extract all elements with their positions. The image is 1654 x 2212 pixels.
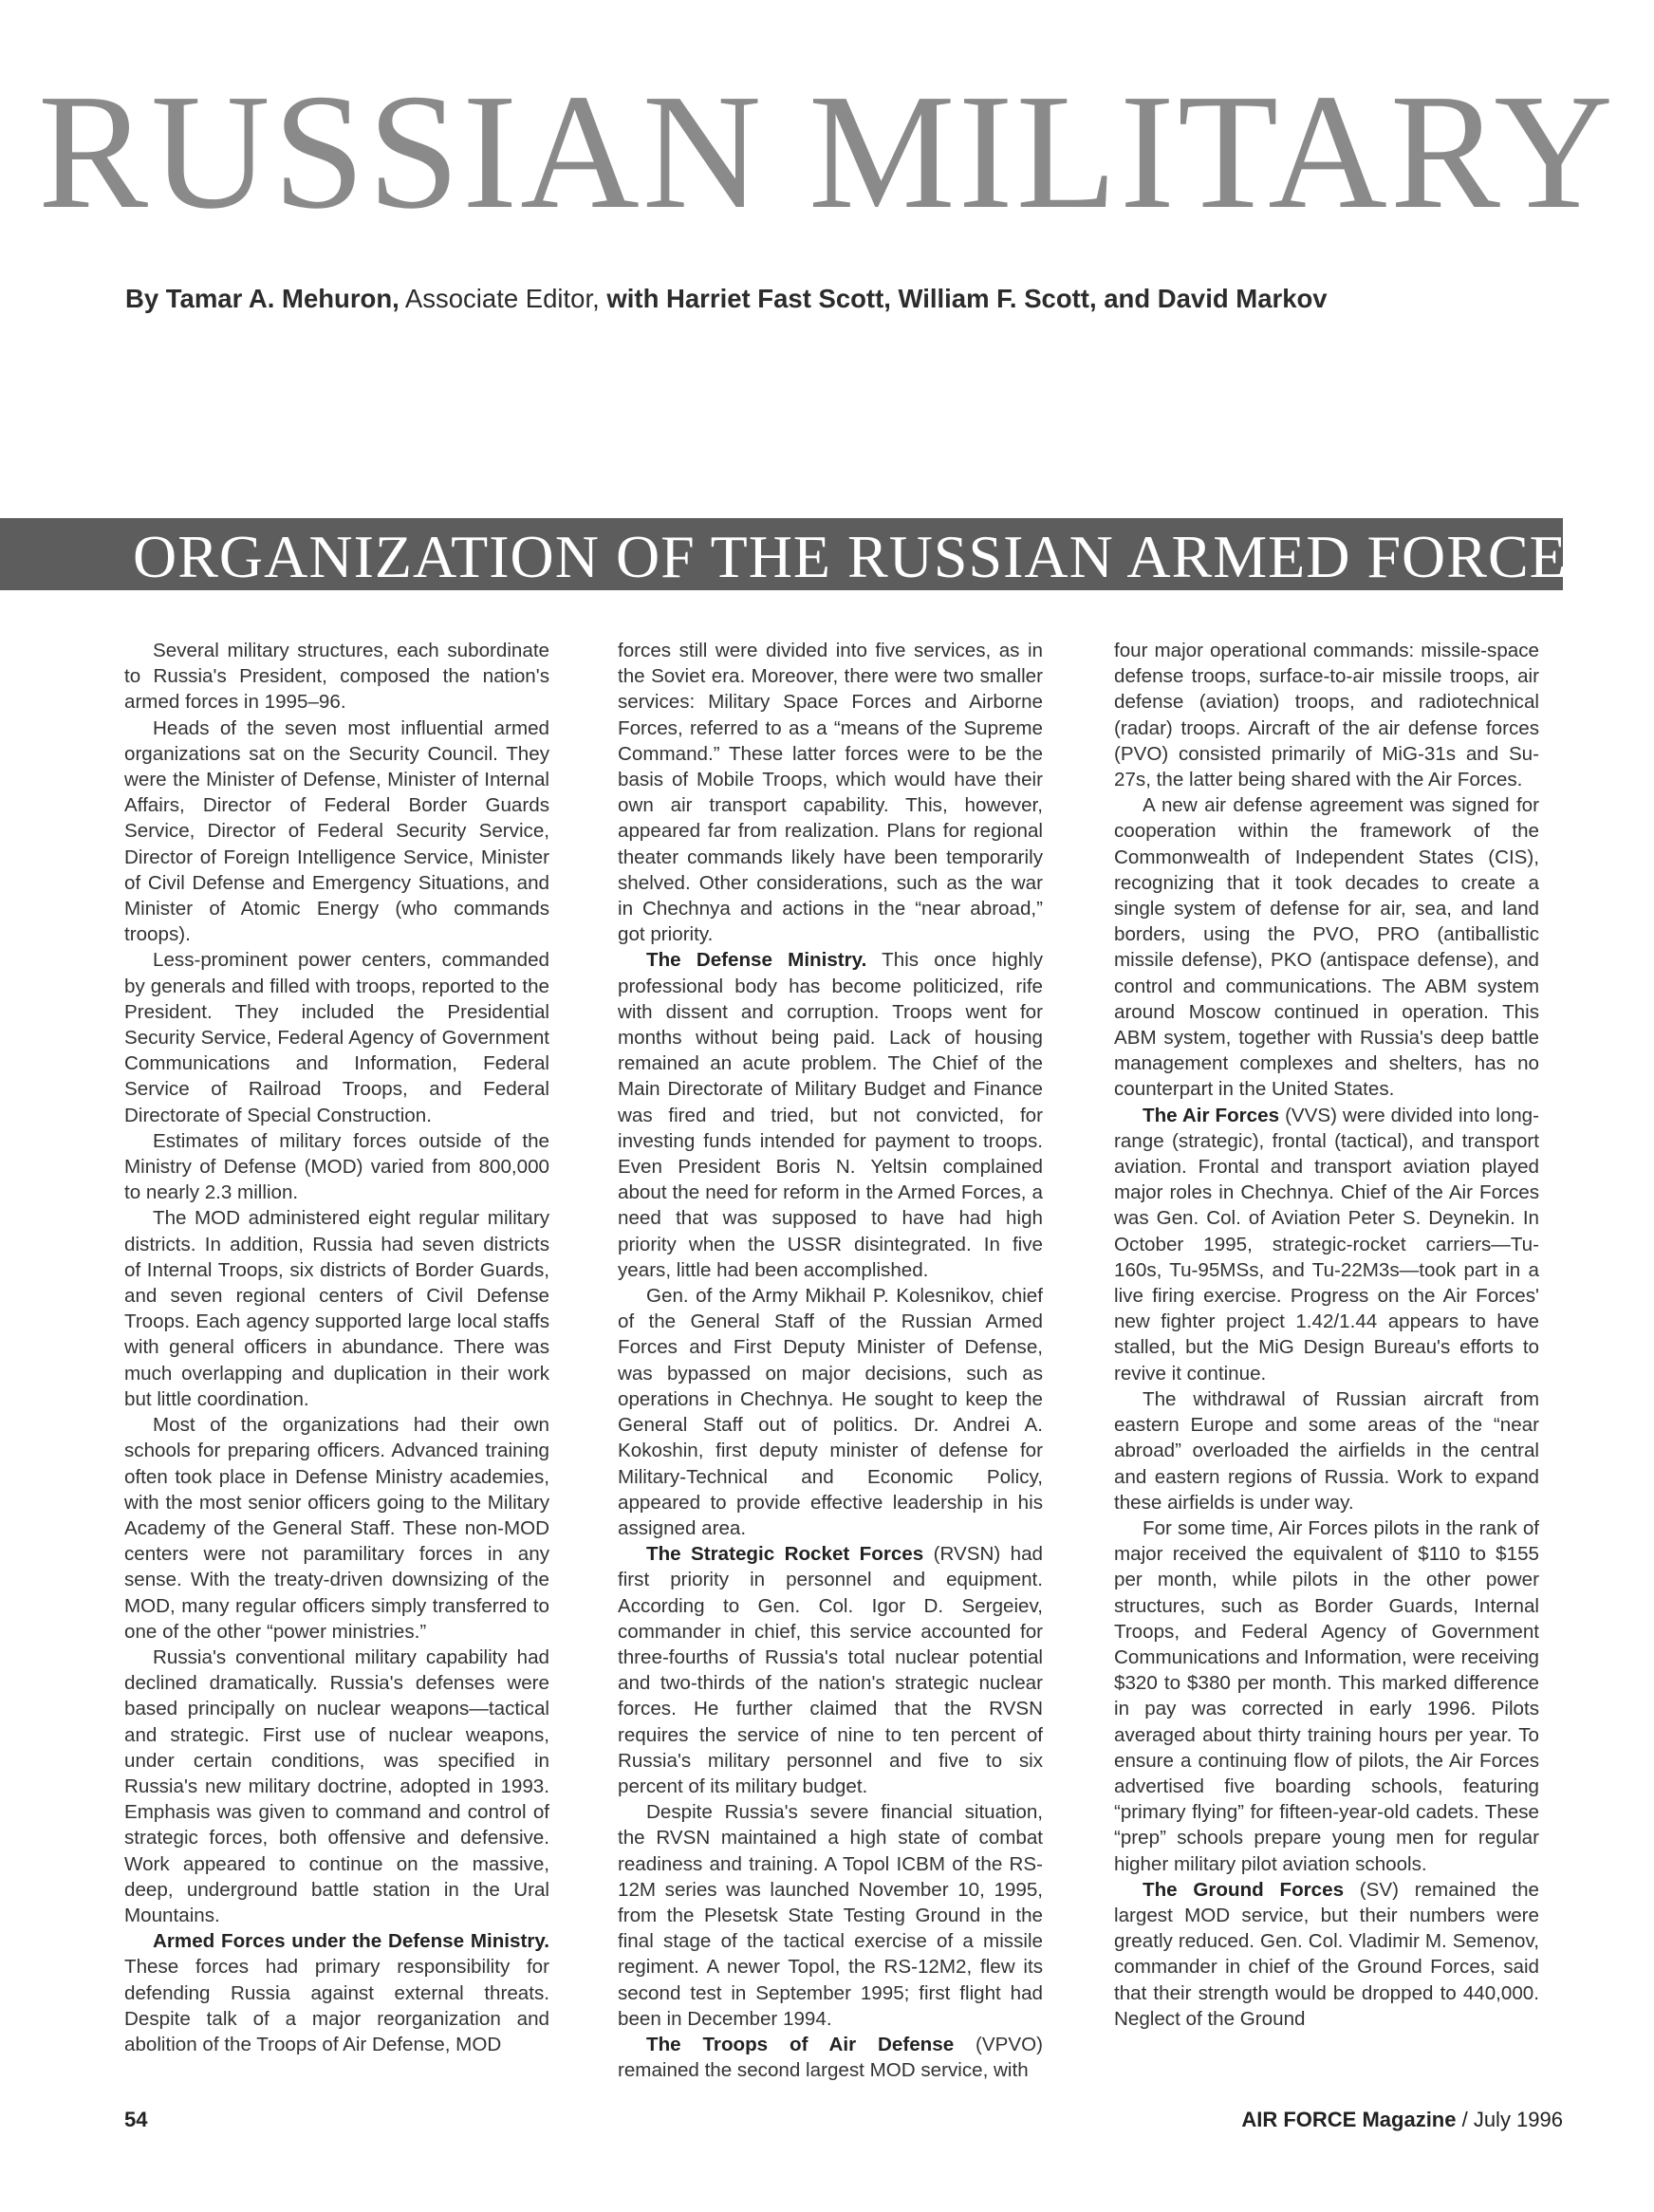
paragraph-lead-in: The Ground Forces <box>1143 1878 1345 1901</box>
paragraph-text: The MOD administered eight regular military districts. In addition, Russia had seven districts of Internal Troops, six districts of Border Guards, and seven regional centers of Civil Defense Troops. Each agency supported large local staffs with general officers in abundance. There was much overlapping and duplication in their work but little coordination. <box>124 1207 549 1410</box>
byline-coauthors: with Harriet Fast Scott, William F. Scott, and David Markov <box>606 284 1328 313</box>
paragraph-text: forces still were divided into five services, as in the Soviet era. Moreover, there were two smaller services: Military Space Forces and Airborne Forces, referred to as a “means of the Supreme Command.” These latter forces were to be the basis of Mobile Troops, which would have their own air transport capability. This, however, appeared far from realization. Plans for regional theater commands likely have been temporarily shelved. Other considerations, such as the war in Chechnya and actions in the “near abroad,” got priority. <box>618 640 1043 946</box>
article-paragraph <box>618 1799 1043 2032</box>
article-paragraph <box>124 1412 549 1645</box>
article-paragraph <box>124 947 549 1127</box>
article-paragraph <box>1114 792 1539 1102</box>
article-paragraph <box>124 1128 549 1206</box>
article-paragraph <box>618 2032 1043 2083</box>
paragraph-text: A new air defense agreement was signed for cooperation within the framework of the Commonwealth of Independent States (CIS), recognizing that it took decades to create a single system of defense for air, sea, and land borders, using the PVO, PRO (antiballistic missile defense), PKO (antispace defense), and control and communications. The ABM system around Moscow continued in operation. This ABM system, together with Russia's deep battle management complexes and shelters, has no counterpart in the United States. <box>1114 794 1539 1101</box>
article-paragraph <box>124 638 549 716</box>
article-paragraph <box>1114 1103 1539 1386</box>
article-paragraph <box>618 1541 1043 1799</box>
paragraph-text: Despite Russia's severe financial situation, the RVSN maintained a high state of combat readiness and training. A Topol ICBM of the RS-12M series was launched November 10, 1995, from the Plesetsk State Testing Ground in the final stage of the tactical exercise of a missile regiment. A newer Topol, the RS-12M2, flew its second test in September 1995; first flight had been in December 1994. <box>618 1801 1043 2030</box>
paragraph-text: (VVS) were divided into long-range (strategic), frontal (tactical), and transport aviation. Frontal and transport aviation played major roles in Chechnya. Chief of the Air Forces was Gen. Col. of Aviation Peter S. Deynekin. In October 1995, strategic-rocket carriers—Tu-160s, Tu-95MSs, and Tu-22M3s—took part in a live firing exercise. Progress on the Air Forces' new fighter project 1.42/1.44 appears to have stalled, but the MiG Design Bureau's efforts to revive it continue. <box>1114 1104 1539 1385</box>
section-banner <box>0 518 1603 590</box>
paragraph-text: Heads of the seven most influential armed organizations sat on the Security Council. They were the Minister of Defense, Minister of Internal Affairs, Director of Federal Border Guards Service, Director of Federal Security Service, Director of Foreign Intelligence Service, Minister of Civil Defense and Emergency Situations, and Minister of Atomic Energy (who commands troops). <box>124 716 549 946</box>
article-paragraph <box>1114 638 1539 792</box>
paragraph-text: This once highly professional body has become politicized, rife with dissent and corruption. Troops went for months without being paid. Lack of housing remained an acute problem. The Chief of the Main Directorate of Military Budget and Finance was fired and tried, but not convicted, for investing funds intended for payment to troops. Even President Boris N. Yeltsin complained about the need for reform in the Armed Forces, a need that was supposed to have had high priority when the USSR disintegrated. In five years, little had been accomplished. <box>618 949 1043 1281</box>
paragraph-text: The withdrawal of Russian aircraft from eastern Europe and some areas of the “near abroad” overloaded the airfields in the central and eastern regions of Russia. Work to expand these airfields is under way. <box>1114 1387 1539 1514</box>
article-paragraph <box>1114 1877 1539 2032</box>
article-paragraph <box>618 1283 1043 1541</box>
byline-role: Associate Editor, <box>399 284 607 313</box>
section-heading: ORGANIZATION OF THE RUSSIAN ARMED FORCES <box>133 523 1603 590</box>
text-column-3 <box>1114 638 1539 2032</box>
paragraph-text: four major operational commands: missile-space defense troops, surface-to-air missile troops, air defense (aviation) troops, and radiotechnical (radar) troops. Aircraft of the air defense forces (PVO) consisted primarily of MiG-31s and Su-27s, the latter being shared with the Air Forces. <box>1114 640 1539 791</box>
byline-prefix: By <box>125 284 166 313</box>
paragraph-text: For some time, Air Forces pilots in the rank of major received the equivalent of $110 to $155 per month, while pilots in the other power structures, such as Border Guards, Internal Troops, and Federal Agency of Government Communications and Information, were receiving $320 to $380 per month. This marked difference in pay was corrected in early 1996. Pilots averaged about thirty training hours per year. To ensure a continuing flow of pilots, the Air Forces advertised five boarding schools, featuring “primary flying” for fifteen-year-old cadets. These “prep” schools prepare young men for regular higher military pilot aviation schools. <box>1114 1516 1539 1875</box>
paragraph-text: Gen. of the Army Mikhail P. Kolesnikov, chief of the General Staff of the Russian Armed Forces and First Deputy Minister of Defense, was bypassed on major decisions, such as operations in Chechnya. He sought to keep the General Staff out of politics. Dr. Andrei A. Kokoshin, first deputy minister of defense for Military-Technical and Economic Policy, appeared to provide effective leadership in his assigned area. <box>618 1285 1043 1539</box>
article-paragraph <box>124 716 549 948</box>
text-column-2 <box>618 638 1043 2083</box>
issue-date: / July 1996 <box>1456 2108 1563 2131</box>
paragraph-lead-in: The Troops of Air Defense <box>646 2033 955 2055</box>
article-paragraph <box>124 1645 549 1928</box>
page-number: 54 <box>124 2108 148 2131</box>
paragraph-text: These forces had primary responsibility for defending Russia against external threats. Despite talk of a major reorganization and abolition of the Troops of Air Defense, MOD <box>124 1956 549 2055</box>
byline-author: Tamar A. Mehuron, <box>165 284 400 313</box>
paragraph-lead-in: The Air Forces <box>1143 1104 1280 1126</box>
paragraph-lead-in: The Strategic Rocket Forces <box>646 1543 924 1566</box>
article-paragraph <box>1114 1515 1539 1877</box>
text-column-1 <box>124 638 549 2057</box>
article-paragraph <box>618 947 1043 1283</box>
paragraph-text: (SV) remained the largest MOD service, but their numbers were greatly reduced. Gen. Col. Vladimir M. Semenov, commander in chief of the Ground Forces, said that their strength would be dropped to 440,000. Neglect of the Ground <box>1114 1878 1539 2030</box>
paragraph-text: Russia's conventional military capability had declined dramatically. Russia's defenses were based principally on nuclear weapons—tactical and strategic. First use of nuclear weapons, under certain conditions, was specified in Russia's new military doctrine, adopted in 1993. Emphasis was given to command and control of strategic forces, both offensive and defensive. Work appeared to continue on the massive, deep, underground battle station in the Ural Mountains. <box>124 1645 549 1926</box>
paragraph-text: (RVSN) had first priority in personnel and equipment. According to Gen. Col. Igor D. Sergeiev, commander in chief, this service accounted for three-fourths of Russia's total nuclear potential and two-thirds of the nation's strategic nuclear forces. He further claimed that the RVSN requires the service of nine to ten percent of Russia's military personnel and five to six percent of its military budget. <box>618 1543 1043 1797</box>
paragraph-lead-in: Armed Forces under the Defense Ministry. <box>153 1930 549 1953</box>
article-paragraph <box>618 638 1043 947</box>
article-paragraph <box>124 1928 549 2057</box>
running-footer <box>1241 2107 1563 2133</box>
paragraph-text: Less-prominent power centers, commanded by generals and filled with troops, reported to the President. They included the Presidential Security Service, Federal Agency of Government Communications and Information, Federal Service of Railroad Troops, and Federal Directorate of Special Construction. <box>124 949 549 1126</box>
paragraph-text: (VPVO) remained the second largest MOD service, with <box>618 2033 1043 2082</box>
article-paragraph <box>124 1205 549 1412</box>
magazine-name: AIR FORCE Magazine <box>1241 2108 1457 2131</box>
page-title: RUSSIAN MILITARY <box>37 60 1617 243</box>
byline <box>125 283 1328 315</box>
paragraph-text: Estimates of military forces outside of the Ministry of Defense (MOD) varied from 800,000 to nearly 2.3 million. <box>124 1129 549 1204</box>
paragraph-lead-in: The Defense Ministry. <box>646 949 867 972</box>
article-paragraph <box>1114 1386 1539 1515</box>
paragraph-text: Several military structures, each subordinate to Russia's President, composed the nation's armed forces in 1995–96. <box>124 640 549 714</box>
paragraph-text: Most of the organizations had their own schools for preparing officers. Advanced training often took place in Defense Ministry academies, with the most senior officers going to the Military Academy of the General Staff. These non-MOD centers were not paramilitary forces in any sense. With the treaty-driven downsizing of the MOD, many regular officers simply transferred to one of the other “power ministries.” <box>124 1414 549 1643</box>
